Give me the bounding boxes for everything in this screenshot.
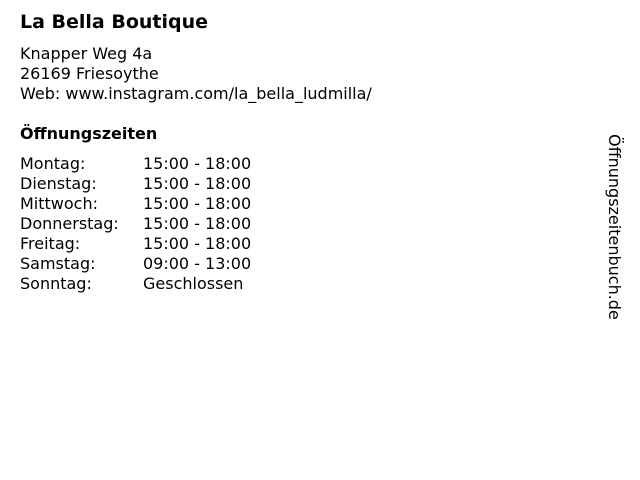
- day-label: Freitag:: [20, 234, 81, 253]
- hours-row-saturday: [20, 254, 251, 274]
- address-block: [20, 44, 372, 104]
- opening-hours-heading: Öffnungszeiten: [20, 124, 158, 143]
- hours-row-sunday: [20, 274, 251, 294]
- day-label: Montag:: [20, 154, 86, 173]
- time-value: 15:00 - 18:00: [143, 234, 252, 253]
- city-postal: 26169 Friesoythe: [20, 64, 159, 83]
- hours-row-monday: [20, 154, 251, 174]
- hours-row-wednesday: [20, 194, 251, 214]
- business-name: La Bella Boutique: [20, 11, 209, 33]
- day-label: Donnerstag:: [20, 214, 119, 233]
- time-value: 15:00 - 18:00: [143, 194, 252, 213]
- site-watermark: Öffnungszeitenbuch.de: [605, 134, 624, 320]
- hours-row-tuesday: [20, 174, 251, 194]
- opening-hours-table: [20, 154, 251, 294]
- hours-row-thursday: [20, 214, 251, 234]
- time-value: 15:00 - 18:00: [143, 154, 252, 173]
- time-value: Geschlossen: [143, 274, 244, 293]
- time-value: 09:00 - 13:00: [143, 254, 252, 273]
- day-label: Sonntag:: [20, 274, 92, 293]
- website-line[interactable]: Web: www.instagram.com/la_bella_ludmilla/: [20, 84, 372, 103]
- hours-row-friday: [20, 234, 251, 254]
- time-value: 15:00 - 18:00: [143, 214, 252, 233]
- day-label: Samstag:: [20, 254, 96, 273]
- time-value: 15:00 - 18:00: [143, 174, 252, 193]
- day-label: Mittwoch:: [20, 194, 98, 213]
- street-address: Knapper Weg 4a: [20, 44, 153, 63]
- day-label: Dienstag:: [20, 174, 97, 193]
